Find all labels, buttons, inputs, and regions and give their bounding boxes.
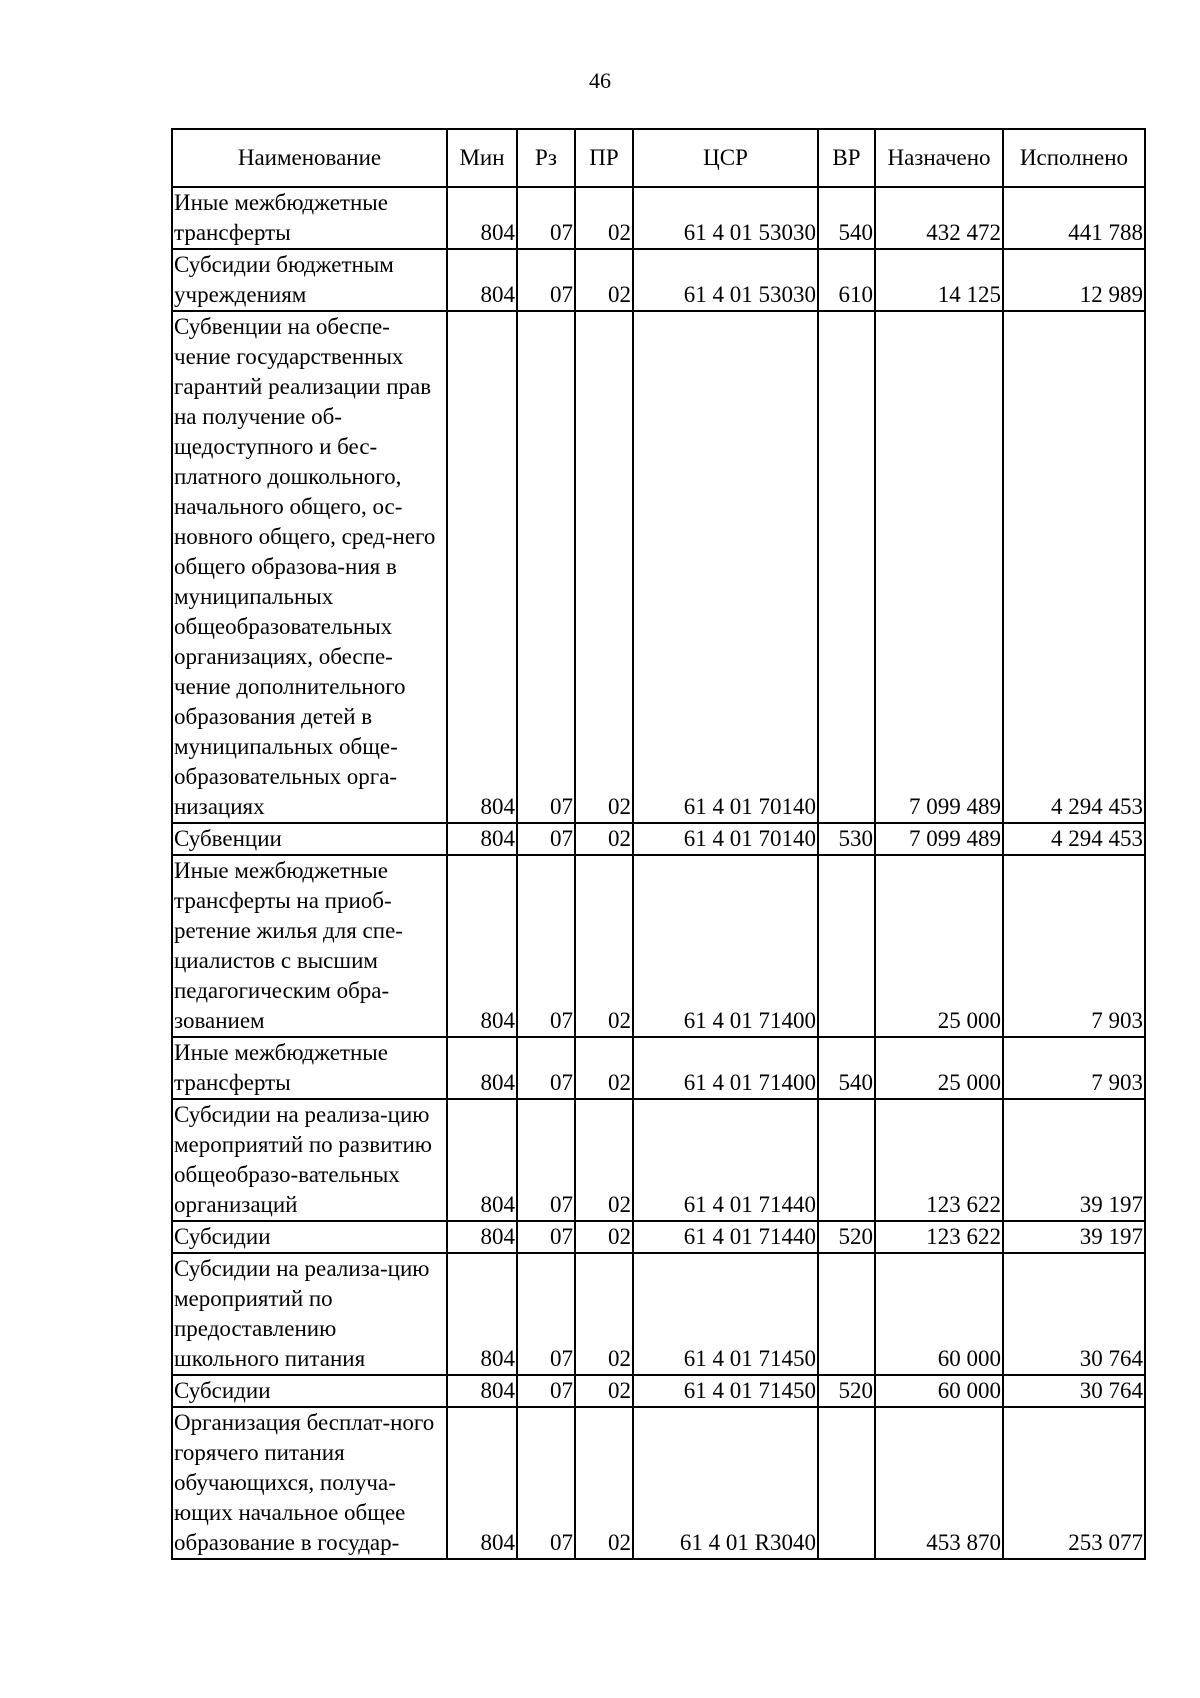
cell-assigned: 25 000 <box>875 1037 1003 1099</box>
cell-min: 804 <box>447 855 517 1037</box>
header-assigned: Назначено <box>875 129 1003 187</box>
cell-vr: 610 <box>818 249 875 311</box>
cell-executed: 39 197 <box>1003 1099 1145 1221</box>
cell-name: Субсидии бюджетным учреждениям <box>172 249 447 311</box>
cell-vr <box>818 1407 875 1559</box>
cell-assigned: 123 622 <box>875 1099 1003 1221</box>
cell-csr: 61 4 01 70140 <box>633 823 818 855</box>
table-row <box>172 249 1145 311</box>
cell-min: 804 <box>447 1221 517 1253</box>
cell-csr: 61 4 01 71440 <box>633 1099 818 1221</box>
cell-csr: 61 4 01 R3040 <box>633 1407 818 1559</box>
cell-pr: 02 <box>575 1037 633 1099</box>
cell-assigned: 14 125 <box>875 249 1003 311</box>
cell-rz: 07 <box>517 311 575 823</box>
cell-executed: 30 764 <box>1003 1253 1145 1375</box>
cell-assigned: 432 472 <box>875 187 1003 249</box>
cell-rz: 07 <box>517 823 575 855</box>
table-row <box>172 1099 1145 1221</box>
cell-executed: 30 764 <box>1003 1375 1145 1407</box>
cell-assigned: 60 000 <box>875 1253 1003 1375</box>
header-vr: ВР <box>818 129 875 187</box>
cell-min: 804 <box>447 1253 517 1375</box>
cell-vr <box>818 1253 875 1375</box>
budget-table <box>171 128 1146 1560</box>
cell-name: Иные межбюджетные трансферты <box>172 187 447 249</box>
cell-assigned: 7 099 489 <box>875 823 1003 855</box>
cell-pr: 02 <box>575 1407 633 1559</box>
table-row <box>172 311 1145 823</box>
cell-rz: 07 <box>517 855 575 1037</box>
cell-assigned: 453 870 <box>875 1407 1003 1559</box>
cell-executed: 7 903 <box>1003 855 1145 1037</box>
cell-pr: 02 <box>575 823 633 855</box>
cell-assigned: 60 000 <box>875 1375 1003 1407</box>
cell-name: Субсидии на реализа-цию мероприятий по предоставлению школьного питания <box>172 1253 447 1375</box>
cell-min: 804 <box>447 1407 517 1559</box>
header-min: Мин <box>447 129 517 187</box>
cell-min: 804 <box>447 249 517 311</box>
cell-rz: 07 <box>517 1037 575 1099</box>
cell-min: 804 <box>447 1375 517 1407</box>
cell-assigned: 25 000 <box>875 855 1003 1037</box>
cell-min: 804 <box>447 1099 517 1221</box>
table-header-row <box>172 129 1145 187</box>
cell-assigned: 123 622 <box>875 1221 1003 1253</box>
cell-executed: 253 077 <box>1003 1407 1145 1559</box>
table-row <box>172 855 1145 1037</box>
table-row <box>172 1037 1145 1099</box>
cell-pr: 02 <box>575 1253 633 1375</box>
cell-rz: 07 <box>517 1375 575 1407</box>
cell-executed: 12 989 <box>1003 249 1145 311</box>
table-row <box>172 823 1145 855</box>
cell-name: Субвенции на обеспе-чение государственных гарантий реализации прав на получение об-щедоступного и бес-платного дошкольного, начального общего, ос-новного общего, сред-него общего образова-ния в муниципальных общеобразовательных организациях, обеспе-чение дополнительного образования детей в муниципальных обще-образовательных орга-низациях <box>172 311 447 823</box>
cell-csr: 61 4 01 71400 <box>633 1037 818 1099</box>
cell-pr: 02 <box>575 187 633 249</box>
cell-csr: 61 4 01 71440 <box>633 1221 818 1253</box>
cell-min: 804 <box>447 823 517 855</box>
cell-min: 804 <box>447 1037 517 1099</box>
cell-vr: 520 <box>818 1221 875 1253</box>
cell-pr: 02 <box>575 1375 633 1407</box>
cell-csr: 61 4 01 70140 <box>633 311 818 823</box>
cell-executed: 7 903 <box>1003 1037 1145 1099</box>
cell-vr <box>818 1099 875 1221</box>
cell-assigned: 7 099 489 <box>875 311 1003 823</box>
header-pr: ПР <box>575 129 633 187</box>
header-csr: ЦСР <box>633 129 818 187</box>
cell-name: Субсидии <box>172 1375 447 1407</box>
cell-csr: 61 4 01 71400 <box>633 855 818 1037</box>
header-executed: Исполнено <box>1003 129 1145 187</box>
table-row <box>172 1221 1145 1253</box>
page-number: 46 <box>589 68 611 93</box>
cell-rz: 07 <box>517 1099 575 1221</box>
table-row <box>172 187 1145 249</box>
header-name: Наименование <box>172 129 447 187</box>
cell-pr: 02 <box>575 249 633 311</box>
cell-vr: 530 <box>818 823 875 855</box>
table-row <box>172 1407 1145 1559</box>
cell-pr: 02 <box>575 1099 633 1221</box>
cell-pr: 02 <box>575 311 633 823</box>
cell-vr <box>818 311 875 823</box>
cell-name: Иные межбюджетные трансферты <box>172 1037 447 1099</box>
cell-name: Субсидии <box>172 1221 447 1253</box>
table-row <box>172 1375 1145 1407</box>
cell-vr <box>818 855 875 1037</box>
cell-executed: 39 197 <box>1003 1221 1145 1253</box>
cell-name: Субсидии на реализа-цию мероприятий по развитию общеобразо-вательных организаций <box>172 1099 447 1221</box>
cell-rz: 07 <box>517 1253 575 1375</box>
cell-vr: 540 <box>818 187 875 249</box>
cell-pr: 02 <box>575 1221 633 1253</box>
cell-executed: 4 294 453 <box>1003 823 1145 855</box>
cell-vr: 540 <box>818 1037 875 1099</box>
cell-pr: 02 <box>575 855 633 1037</box>
header-rz: Рз <box>517 129 575 187</box>
cell-csr: 61 4 01 71450 <box>633 1375 818 1407</box>
table-body <box>172 187 1145 1559</box>
cell-csr: 61 4 01 71450 <box>633 1253 818 1375</box>
cell-rz: 07 <box>517 249 575 311</box>
cell-name: Иные межбюджетные трансферты на приоб-ретение жилья для спе-циалистов с высшим педагогическим обра-зованием <box>172 855 447 1037</box>
cell-min: 804 <box>447 311 517 823</box>
cell-rz: 07 <box>517 187 575 249</box>
cell-min: 804 <box>447 187 517 249</box>
cell-csr: 61 4 01 53030 <box>633 187 818 249</box>
cell-executed: 4 294 453 <box>1003 311 1145 823</box>
cell-rz: 07 <box>517 1221 575 1253</box>
cell-csr: 61 4 01 53030 <box>633 249 818 311</box>
table-row <box>172 1253 1145 1375</box>
cell-name: Субвенции <box>172 823 447 855</box>
cell-name: Организация бесплат-ного горячего питания обучающихся, получа-ющих начальное общее образование в государ- <box>172 1407 447 1559</box>
cell-rz: 07 <box>517 1407 575 1559</box>
cell-vr: 520 <box>818 1375 875 1407</box>
cell-executed: 441 788 <box>1003 187 1145 249</box>
